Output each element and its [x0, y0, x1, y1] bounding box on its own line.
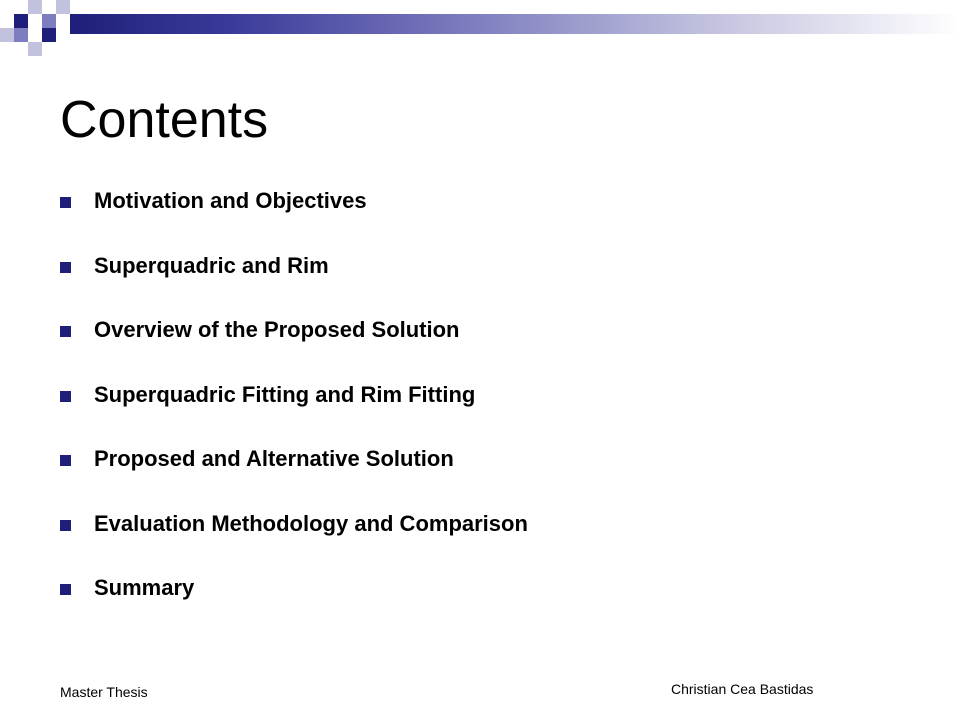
- bullet-text: Proposed and Alternative Solution: [94, 446, 454, 471]
- bullet-list: [60, 184, 528, 636]
- decor-square-light-4: [28, 42, 42, 56]
- bullet-text: Superquadric and Rim: [94, 252, 329, 278]
- bullet-text: Motivation and Objectives: [94, 188, 367, 213]
- footer-right-text: Christian Cea Bastidas: [671, 681, 814, 697]
- slide-title: Contents: [60, 91, 269, 149]
- bullet-item: [60, 378, 528, 443]
- decor-square-light-1: [28, 0, 42, 14]
- bullet-item: [60, 507, 528, 572]
- bullet-item: [60, 184, 528, 249]
- decor-square-light-3: [0, 28, 14, 42]
- decor-square-dark-1: [14, 14, 28, 28]
- square-bullet-icon: [60, 584, 71, 595]
- square-bullet-icon: [60, 391, 71, 402]
- decor-square-light-2: [56, 0, 70, 14]
- bullet-item: [60, 313, 528, 378]
- bullet-text: Overview of the Proposed Solution: [94, 317, 460, 342]
- decor-square-mid-1: [42, 14, 56, 28]
- header-gradient-bar: [70, 14, 960, 34]
- bullet-text: Summary: [94, 575, 195, 600]
- bullet-item: [60, 249, 528, 314]
- bullet-item: [60, 442, 528, 507]
- square-bullet-icon: [60, 262, 71, 273]
- bullet-text: Superquadric Fitting and Rim Fitting: [94, 381, 476, 407]
- bullet-item: [60, 571, 528, 636]
- bullet-text: Evaluation Methodology and Comparison: [94, 510, 528, 536]
- square-bullet-icon: [60, 520, 71, 531]
- decor-square-dark-2: [42, 28, 56, 42]
- decor-square-mid-2: [14, 28, 28, 42]
- square-bullet-icon: [60, 326, 71, 337]
- footer-left-text: Master Thesis: [60, 684, 148, 700]
- square-bullet-icon: [60, 455, 71, 466]
- square-bullet-icon: [60, 197, 71, 208]
